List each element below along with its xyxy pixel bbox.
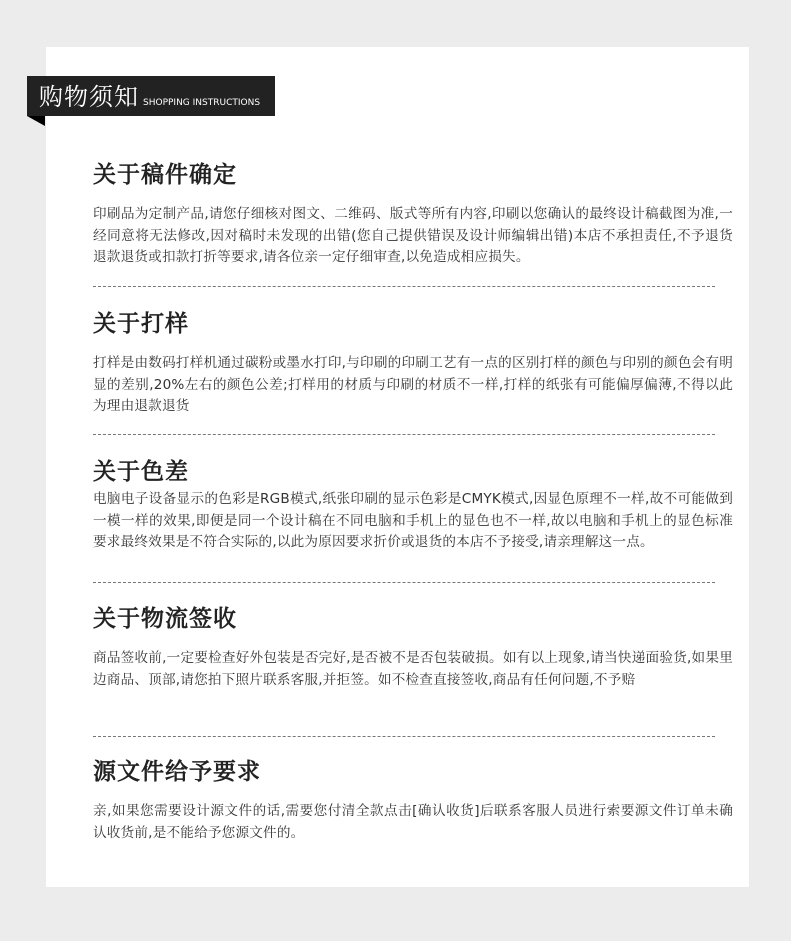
section-proofing (93, 309, 733, 418)
section-logistics-receipt (93, 604, 733, 691)
header-banner (27, 76, 275, 116)
section-body: 打样是由数码打样机通过碳粉或墨水打印,与印刷的印刷工艺有一点的区别打样的颜色与印别的颜色会有明显的差别,20%左右的颜色公差;打样用的材质与印刷的材质不一样,打样的纸张有可能偏厚偏薄,不得以此为理由退款退货 (93, 355, 733, 414)
section-divider (93, 434, 715, 435)
header-title-en: SHOPPING INSTRUCTIONS (143, 98, 261, 108)
section-body: 印刷品为定制产品,请您仔细核对图文、二维码、版式等所有内容,印刷以您确认的最终设计稿截图为准,一经同意将无法修改,因对稿时未发现的出错(您自己提供错误及设计师编辑出错)本店不承担责任,不予退货退款退货或扣款打折等要求,请各位亲一定仔细审查,以免造成相应损失。 (93, 206, 733, 265)
banner-fold-decoration (27, 116, 45, 126)
section-title: 源文件给予要求 (93, 759, 261, 785)
section-divider (93, 286, 715, 287)
section-body: 商品签收前,一定要检查好外包装是否完好,是否被不是否包装破损。如有以上现象,请当快递面验货,如果里边商品、顶部,请您拍下照片联系客服,并拒签。如不检查直接签收,商品有任何问题,不予赔 (93, 650, 733, 688)
section-title: 关于打样 (93, 311, 189, 337)
section-divider (93, 582, 715, 583)
section-color-difference (93, 457, 733, 554)
section-body: 亲,如果您需要设计源文件的话,需要您付清全款点击[确认收货]后联系客服人员进行索要源文件订单未确认收货前,是不能给予您源文件的。 (93, 803, 733, 841)
header-title-cn: 购物须知 (39, 83, 139, 111)
section-title: 关于稿件确定 (93, 162, 237, 188)
section-source-files (93, 757, 733, 844)
section-divider (93, 736, 715, 737)
section-draft-confirmation (93, 160, 733, 269)
section-body: 电脑电子设备显示的色彩是RGB模式,纸张印刷的显示色彩是CMYK模式,因显色原理不一样,故不可能做到一模一样的效果,即便是同一个设计稿在不同电脑和手机上的显色也不一样,故以电脑和手机上的显色标准要求最终效果是不符合实际的,以此为原因要求折价或退货的本店不予接受,请亲理解这一点。 (93, 491, 733, 550)
section-title: 关于物流签收 (93, 606, 237, 632)
section-title: 关于色差 (93, 459, 189, 485)
